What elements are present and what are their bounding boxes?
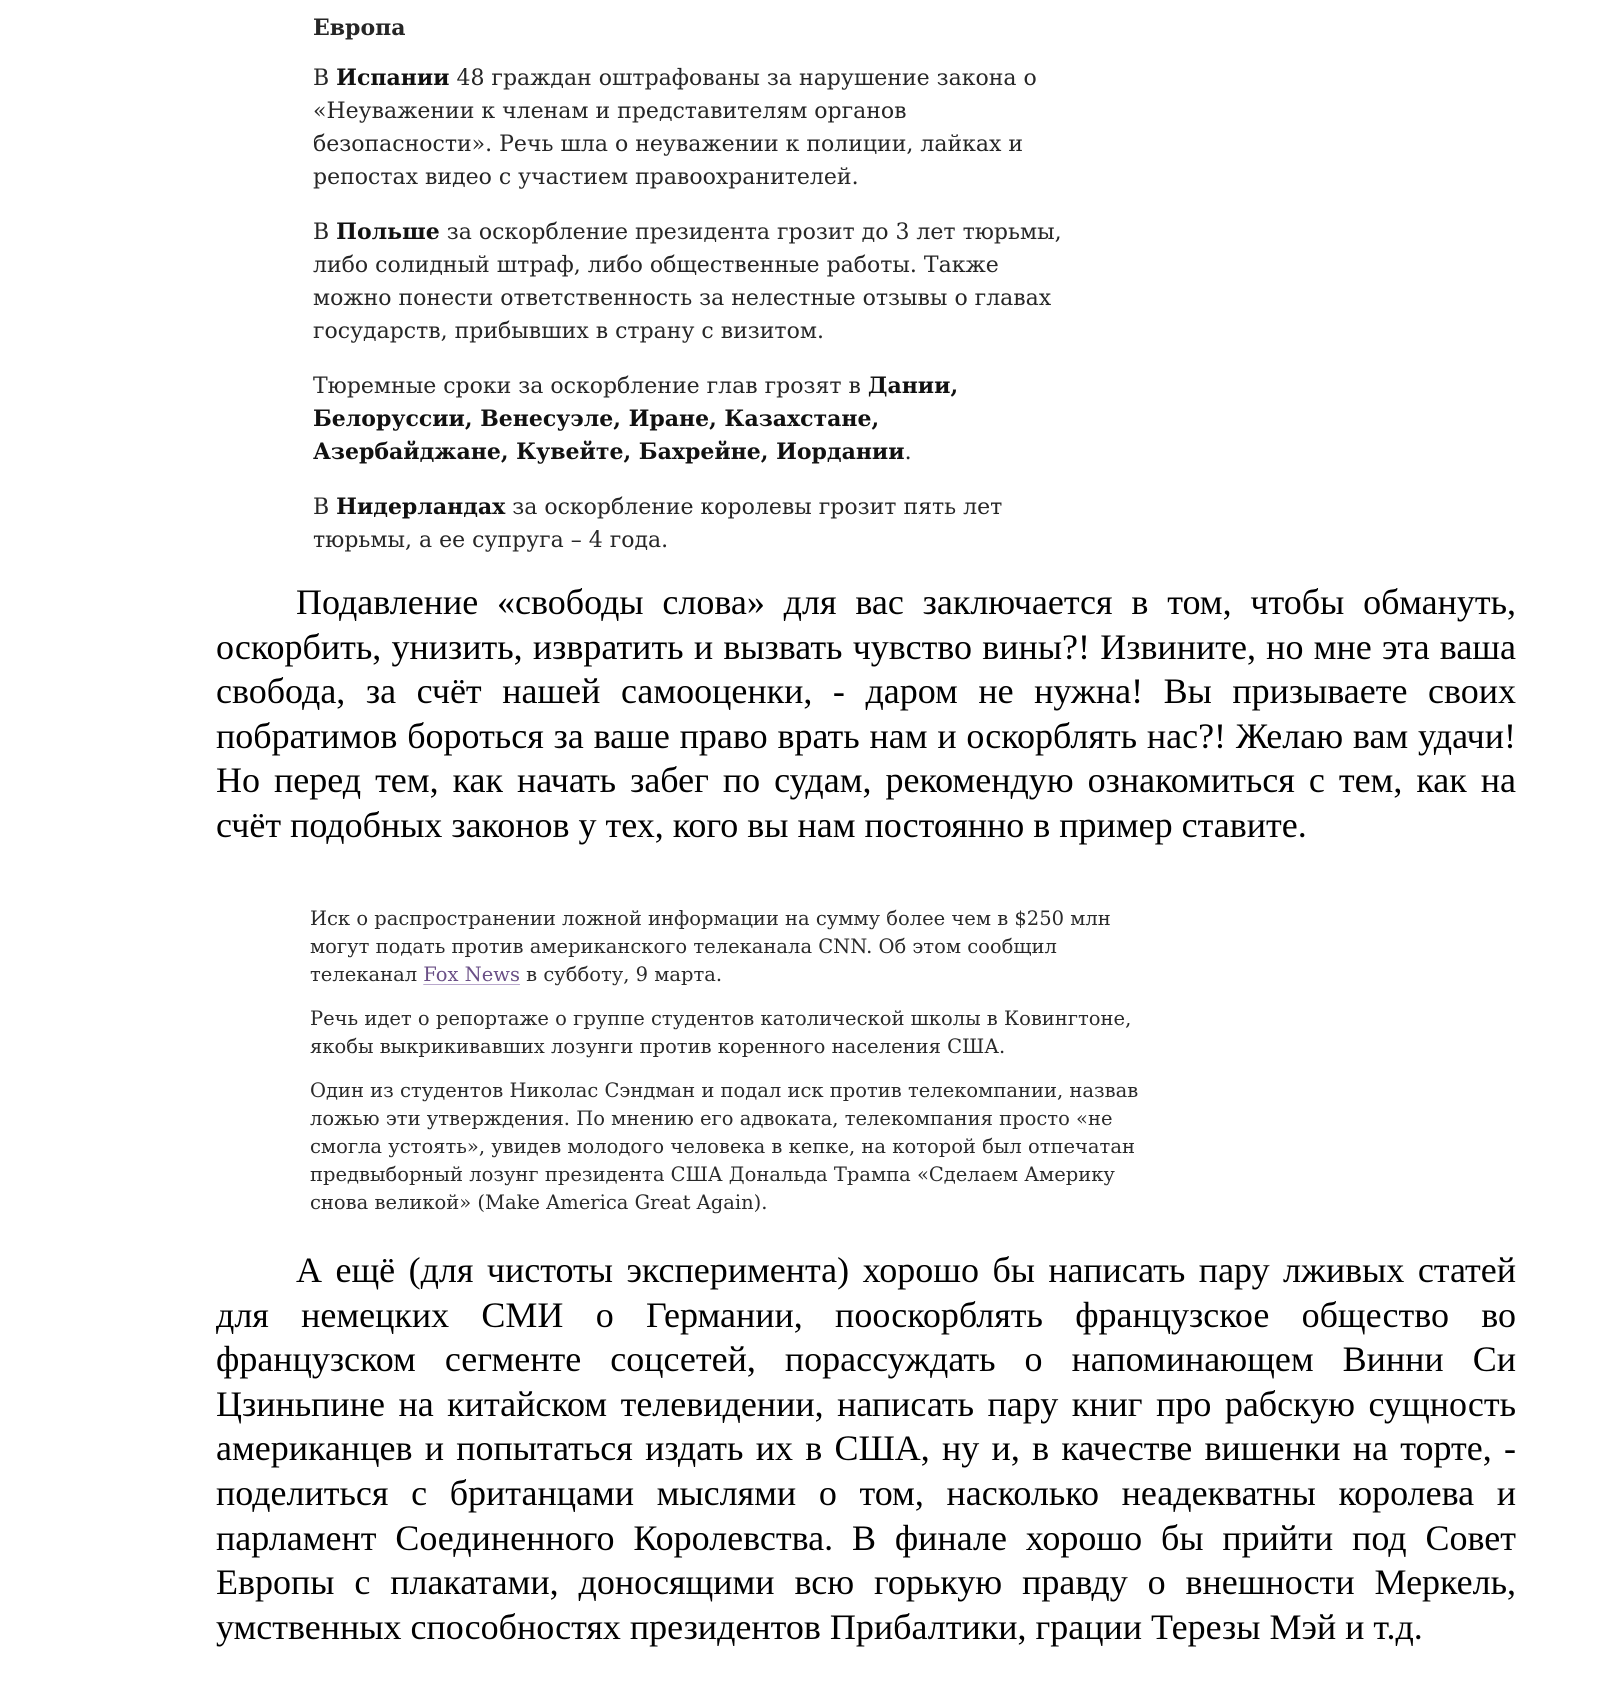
excerpt-paragraph-prison-terms bbox=[313, 370, 1073, 469]
country-name: Нидерландах bbox=[336, 494, 506, 520]
excerpt-paragraph-poland bbox=[313, 216, 1073, 348]
europe-excerpt bbox=[313, 14, 1073, 579]
text-span: в субботу, 9 марта. bbox=[519, 963, 723, 986]
text-span: 48 граждан оштрафованы за нарушение закона о «Неуважении к членам и представителям органов безопасности». Речь шла о неуважении к полиции, лайках и репостах видео с участием правоохранителей. bbox=[313, 66, 1037, 190]
main-text-section-1 bbox=[216, 580, 1516, 848]
excerpt-paragraph-report: Речь идет о репортаже о группе студентов католической школы в Ковингтоне, якобы выкрикивавших лозунги против коренного населения США. bbox=[310, 1007, 1132, 1058]
text-span: Тюремные сроки за оскорбление глав грозят в bbox=[313, 374, 868, 399]
cnn-excerpt bbox=[310, 905, 1170, 1233]
country-name: Испании bbox=[336, 65, 450, 91]
text-span: за оскорбление президента грозит до 3 лет тюрьмы, либо солидный штраф, либо общественные работы. Также можно понести ответственность за нелестные отзывы о главах государств, прибывших в страну с визитом. bbox=[313, 220, 1062, 344]
country-list: Дании, Белоруссии, Венесуэле, Иране, Казахстане, Азербайджане, Кувейте, Бахрейне, Иордании bbox=[313, 373, 959, 465]
body-paragraph: Подавление «свободы слова» для вас заключается в том, чтобы обмануть, оскорбить, унизить, извратить и вызвать чувство вины?! Извините, но мне эта ваша свобода, за счёт нашей самооценки, - даром не нужна! Вы призываете своих побратимов бороться за ваше право врать нам и оскорблять нас?! Желаю вам удачи! Но перед тем, как начать забег по судам, рекомендую ознакомиться с тем, как на счёт подобных законов у тех, кого вы нам постоянно в пример ставите. bbox=[216, 582, 1516, 845]
country-name: Польше bbox=[336, 219, 440, 245]
body-paragraph: А ещё (для чистоты эксперимента) хорошо бы написать пару лживых статей для немецких СМИ о Германии, пооскорблять французское общество во французском сегменте соцсетей, порассуждать о напоминающем Винни Си Цзиньпине на китайском телевидении, написать пару книг про рабскую сущность американцев и попытаться издать их в США, ну и, в качестве вишенки на торте, - поделиться с британцами мыслями о том, насколько неадекватны королева и парламент Соединенного Королевства. В финале хорошо бы прийти под Совет Европы с плакатами, доносящими всю горькую правду о внешности Меркель, умственных способностях президентов Прибалтики, грации Терезы Мэй и т.д. bbox=[216, 1250, 1516, 1647]
excerpt-paragraph-sandmann: Один из студентов Николас Сэндман и подал иск против телекомпании, назвав ложью эти утверждения. По мнению его адвоката, телекомпания просто «не смогла устоять», увидев молодого человека в кепке, на которой был отпечатан предвыборный лозунг президента США Дональда Трампа «Сделаем Америку снова великой» (Make America Great Again). bbox=[310, 1079, 1139, 1214]
main-text-section-2 bbox=[216, 1248, 1516, 1649]
text-span: Иск о распространении ложной информации на сумму более чем в $250 млн могут подать против американского телеканала CNN. Об этом сообщил телеканал bbox=[310, 907, 1111, 986]
text-span: за оскорбление королевы грозит пять лет тюрьмы, а ее супруга – 4 года. bbox=[313, 495, 1003, 553]
excerpt-paragraph-lawsuit bbox=[310, 905, 1170, 989]
excerpt-paragraph-spain bbox=[313, 62, 1073, 194]
text-span: . bbox=[904, 440, 912, 465]
excerpt-paragraph-netherlands bbox=[313, 491, 1073, 557]
text-span: В bbox=[313, 495, 337, 520]
europe-heading: Европа bbox=[313, 15, 406, 41]
text-span: В bbox=[313, 220, 337, 245]
text-span: В bbox=[313, 66, 337, 91]
fox-news-link[interactable]: Fox News bbox=[423, 963, 520, 986]
